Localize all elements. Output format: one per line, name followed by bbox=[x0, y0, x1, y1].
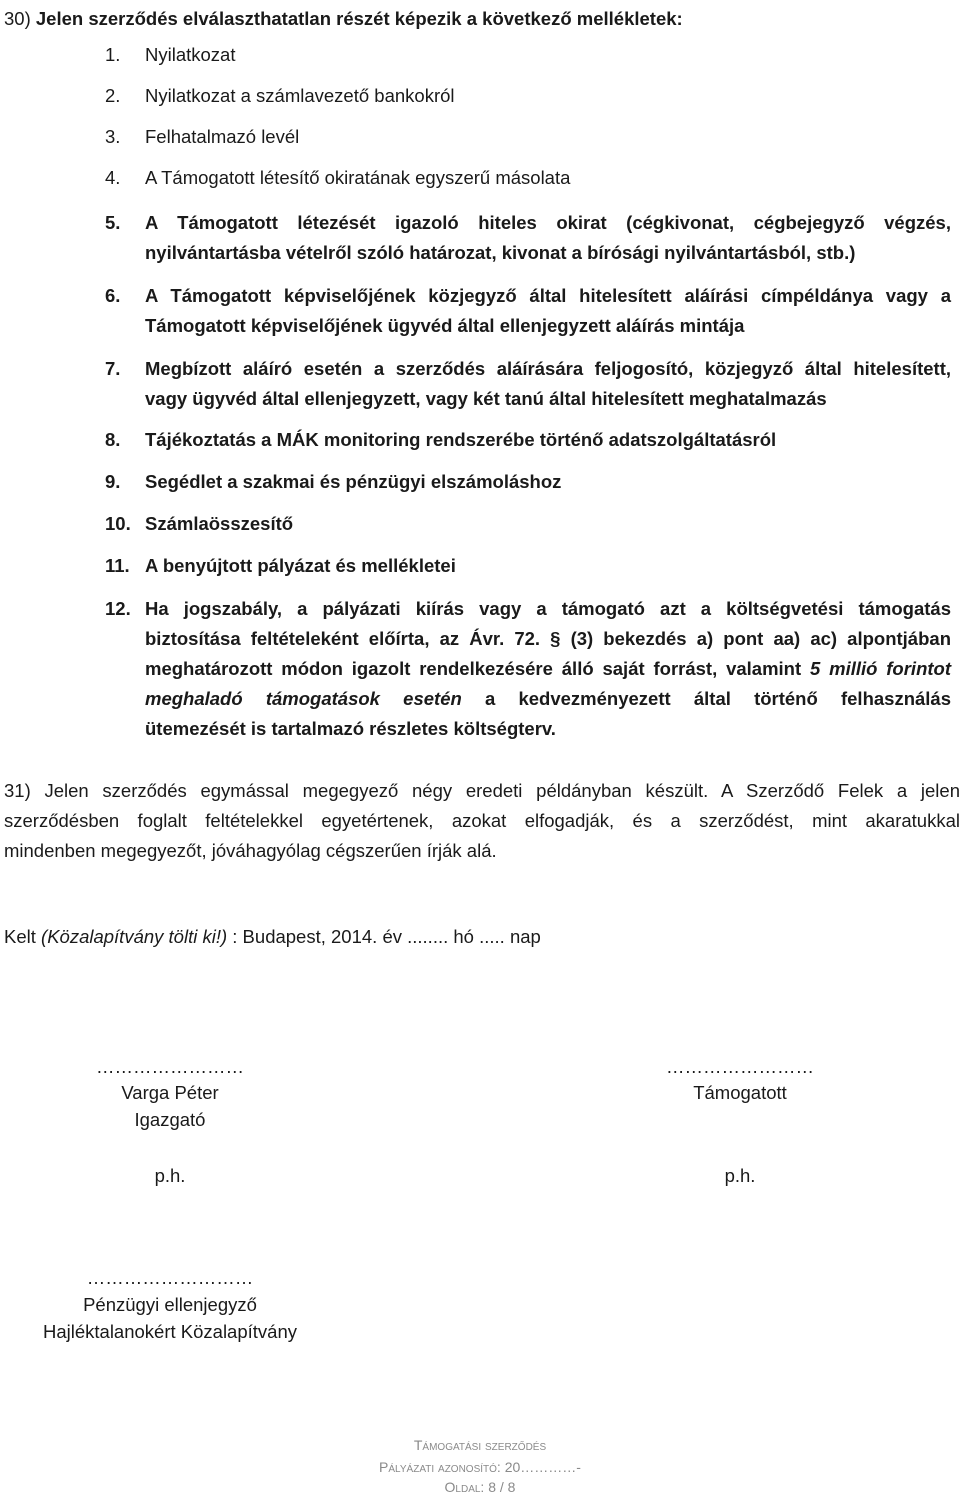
signer-role: Igazgató bbox=[134, 1109, 206, 1130]
annex-item-6: 6. A Támogatott képviselőjének közjegyző által hitelesített aláírási címpéldánya vagy a Támogatott képviselőjének ügyvéd által ellenjegyzett aláírás mintája bbox=[105, 285, 951, 336]
signature-left bbox=[70, 1052, 270, 1191]
footer-page-number: Oldal: 8 / 8 bbox=[444, 1479, 516, 1493]
annex-item-11: 11. A benyújtott pályázat és mellékletei bbox=[105, 555, 456, 576]
footer-title: Támogatási szerződés bbox=[413, 1437, 547, 1453]
section-30-number: 30) bbox=[4, 8, 31, 29]
stamp-placeholder: p.h. bbox=[724, 1165, 756, 1186]
section-31-paragraph: 31) Jelen szerződés egymással megegyező négy eredeti példányban készült. A Szerződő Felek a jelen szerződésben foglalt feltételekkel egyetértenek, azokat elfogadják, és a szerződést, mint akaratukkal mindenben megegyezőt, jóváhagyólag cégszerűen írják alá. bbox=[4, 780, 960, 861]
signature-line: …………………… bbox=[666, 1056, 814, 1077]
signer-name: Pénzügyi ellenjegyző bbox=[83, 1294, 257, 1315]
signature-line: …………………… bbox=[96, 1056, 244, 1077]
annex-item-8: 8. Tájékoztatás a MÁK monitoring rendszerébe történő adatszolgáltatásról bbox=[105, 429, 777, 450]
section-30-title: Jelen szerződés elválaszthatatlan részét képezik a következő mellékletek: bbox=[35, 8, 683, 29]
footer-application-id: Pályázati azonosító: 20…………- bbox=[379, 1459, 581, 1475]
annex-item-5: 5. A Támogatott létezését igazoló hiteles okirat (cégkivonat, cégbejegyző végzés, nyilvántartásba vételről szóló határozat, kivonat a bírósági nyilvántartásból, stb.) bbox=[105, 212, 951, 263]
annex-list-8-11 bbox=[105, 425, 951, 593]
signature-right bbox=[640, 1052, 840, 1191]
signer-name: Varga Péter bbox=[121, 1082, 219, 1103]
annex-item-7: 7. Megbízott aláíró esetén a szerződés aláírására feljogosító, közjegyző által hitelesített, vagy ügyvéd által ellenjegyzett, vagy két tanú által hitelesített meghatalmazás bbox=[105, 358, 951, 409]
annex-item-3: 3. Felhatalmazó levél bbox=[105, 126, 300, 147]
signer-organization: Hajléktalanokért Közalapítvány bbox=[42, 1321, 297, 1342]
annex-list-1-4 bbox=[105, 40, 951, 204]
signature-bottom bbox=[20, 1263, 320, 1347]
annex-item-9: 9. Segédlet a szakmai és pénzügyi elszámoláshoz bbox=[105, 471, 562, 492]
date-line: Kelt (Közalapítvány tölti ki!) : Budapest, 2014. év ........ hó ..... nap bbox=[4, 926, 541, 947]
annex-item-12: 12. Ha jogszabály, a pályázati kiírás vagy a támogató azt a költségvetési támogatás biztosítása feltételeként előírta, az Ávr. 72. § (3) bekezdés a) pont aa) ac) alpontjában meghatározott módon igazolt rendelkezésére álló saját forrást, valamint 5 millió forintot meghaladó támogatások esetén a kedvezményezett által történő felhasználás ütemezését is tartalmazó részletes költségterv. bbox=[105, 598, 952, 739]
signer-name: Támogatott bbox=[693, 1082, 787, 1103]
annex-item-10: 10. Számlaösszesítő bbox=[105, 513, 294, 534]
section-30-heading bbox=[4, 4, 954, 34]
annex-item-1: 1. Nyilatkozat bbox=[105, 44, 236, 65]
signature-line: ……………………… bbox=[86, 1267, 254, 1288]
stamp-placeholder: p.h. bbox=[154, 1165, 186, 1186]
annex-item-4: 4. A Támogatott létesítő okiratának egyszerű másolata bbox=[105, 167, 571, 188]
annex-item-2: 2. Nyilatkozat a számlavezető bankokról bbox=[105, 85, 455, 106]
